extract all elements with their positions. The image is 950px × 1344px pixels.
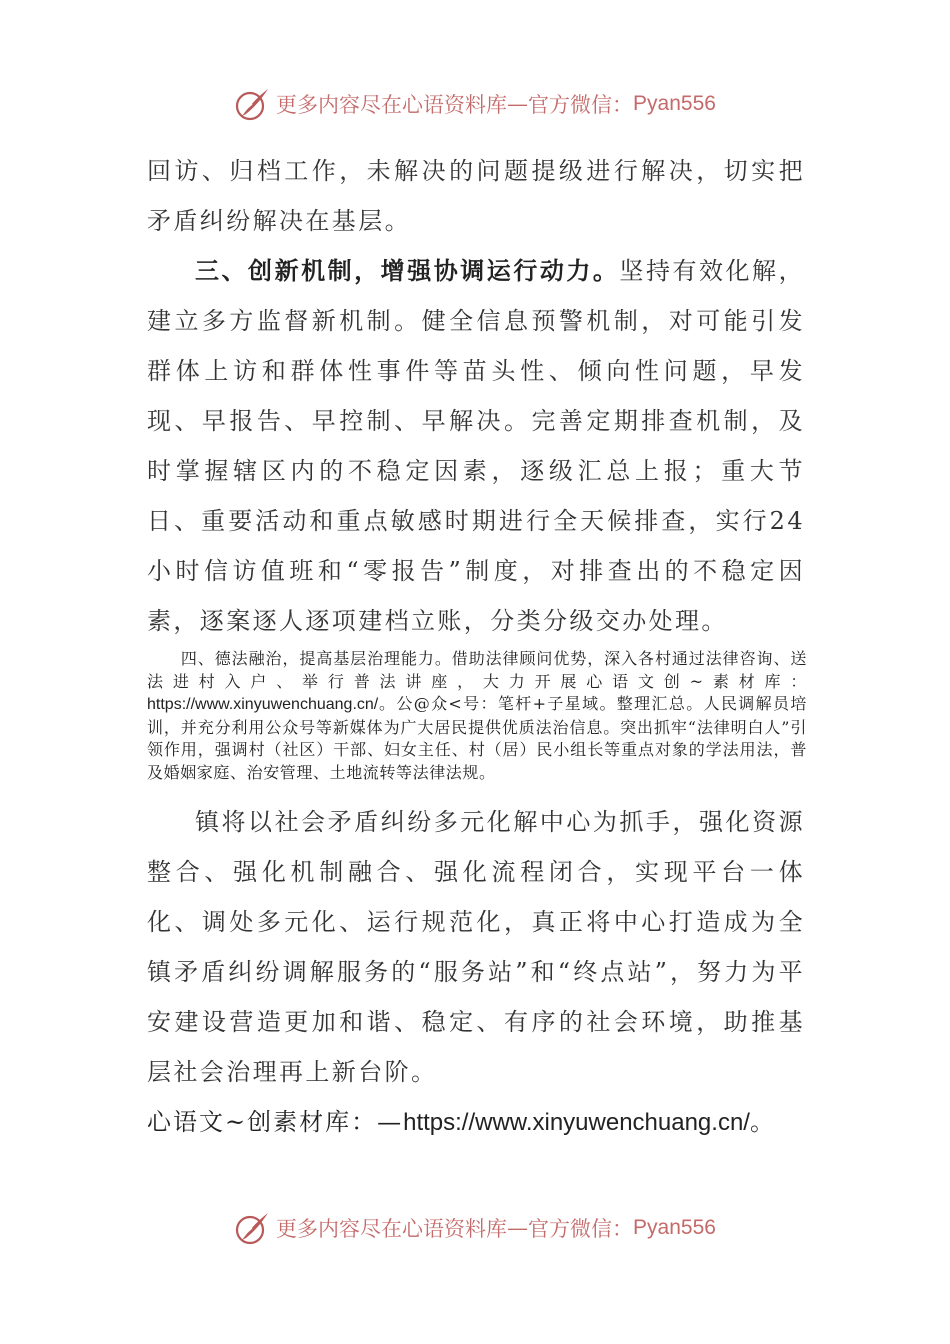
paragraph-2-text: 坚持有效化解，建立多方监督新机制。健全信息预警机制，对可能引发群体上访和群体性事件等苗头性、倾向性问题，早发现、早报告、早控制、早解决。完善定期排查机制，及时掌握辖区内的不稳定因素，逐级汇总上报；重大节日、重要活动和重点敏感时期进行全天候排查，实行24小时信访值班和“零报告”制度，对排查出的不稳定因素，逐案逐人逐项建档立账，分类分级交办处理。 — [147, 257, 805, 635]
banner-label: 官方微信： — [528, 1217, 634, 1241]
paragraph-3-url[interactable]: https://www.xinyuwenchuang.cn/ — [147, 696, 379, 713]
quill-pen-icon — [234, 86, 270, 122]
paragraph-4: 镇将以社会矛盾纠纷多元化解中心为抓手，强化资源整合、强化机制融合、强化流程闭合，实现平台一体化、调处多元化、运行规范化，真正将中心打造成为全镇矛盾纠纷调解服务的“服务站”和“终点站”，努力为平安建设营造更加和谐、稳定、有序的社会环境，助推基层社会治理再上新台阶。 — [147, 808, 805, 1086]
footer-url[interactable]: https://www.xinyuwenchuang.cn/ — [403, 1109, 750, 1136]
banner-dash: — — [507, 92, 529, 116]
paragraph-1: 回访、归档工作，未解决的问题提级进行解决，切实把矛盾纠纷解决在基层。 — [147, 157, 805, 235]
banner-text: 更多内容尽在心语资料库 — [276, 1217, 508, 1241]
footer-label: 心语文~创素材库：— — [147, 1108, 404, 1136]
banner-wechat-id: Pyan556 — [633, 1216, 716, 1239]
footer-line — [147, 1100, 847, 1145]
paragraph-2 — [147, 246, 805, 646]
banner-dash: — — [507, 1216, 529, 1240]
header-banner — [0, 84, 950, 124]
banner-text: 更多内容尽在心语资料库 — [276, 93, 508, 117]
paragraph-3-text-b: 。公@众<号：笔杆+子星域。整理汇总。人民调解员培训，并充分利用公众号等新媒体为广大居民提供优质法治信息。突出抓牢“法律明白人”引领作用，强调村（社区）干部、妇女主任、村（居）民小组长等重点对象的学法用法，普及婚姻家庭、治安管理、土地流转等法律法规。 — [147, 694, 807, 782]
banner-label: 官方微信： — [528, 93, 634, 117]
quill-pen-icon — [234, 1210, 270, 1246]
footer-end: 。 — [749, 1108, 776, 1136]
banner-wechat-id: Pyan556 — [633, 92, 716, 115]
paragraph-3 — [147, 648, 807, 784]
footer-banner — [0, 1208, 950, 1248]
paragraph-3-text-a: 四、德法融治，提高基层治理能力。借助法律顾问优势，深入各村通过法律咨询、送法进村入户、举行普法讲座，大力开展心语文创~素材库： — [147, 649, 807, 691]
section-heading-3: 三、创新机制，增强协调运行动力。 — [195, 256, 620, 285]
